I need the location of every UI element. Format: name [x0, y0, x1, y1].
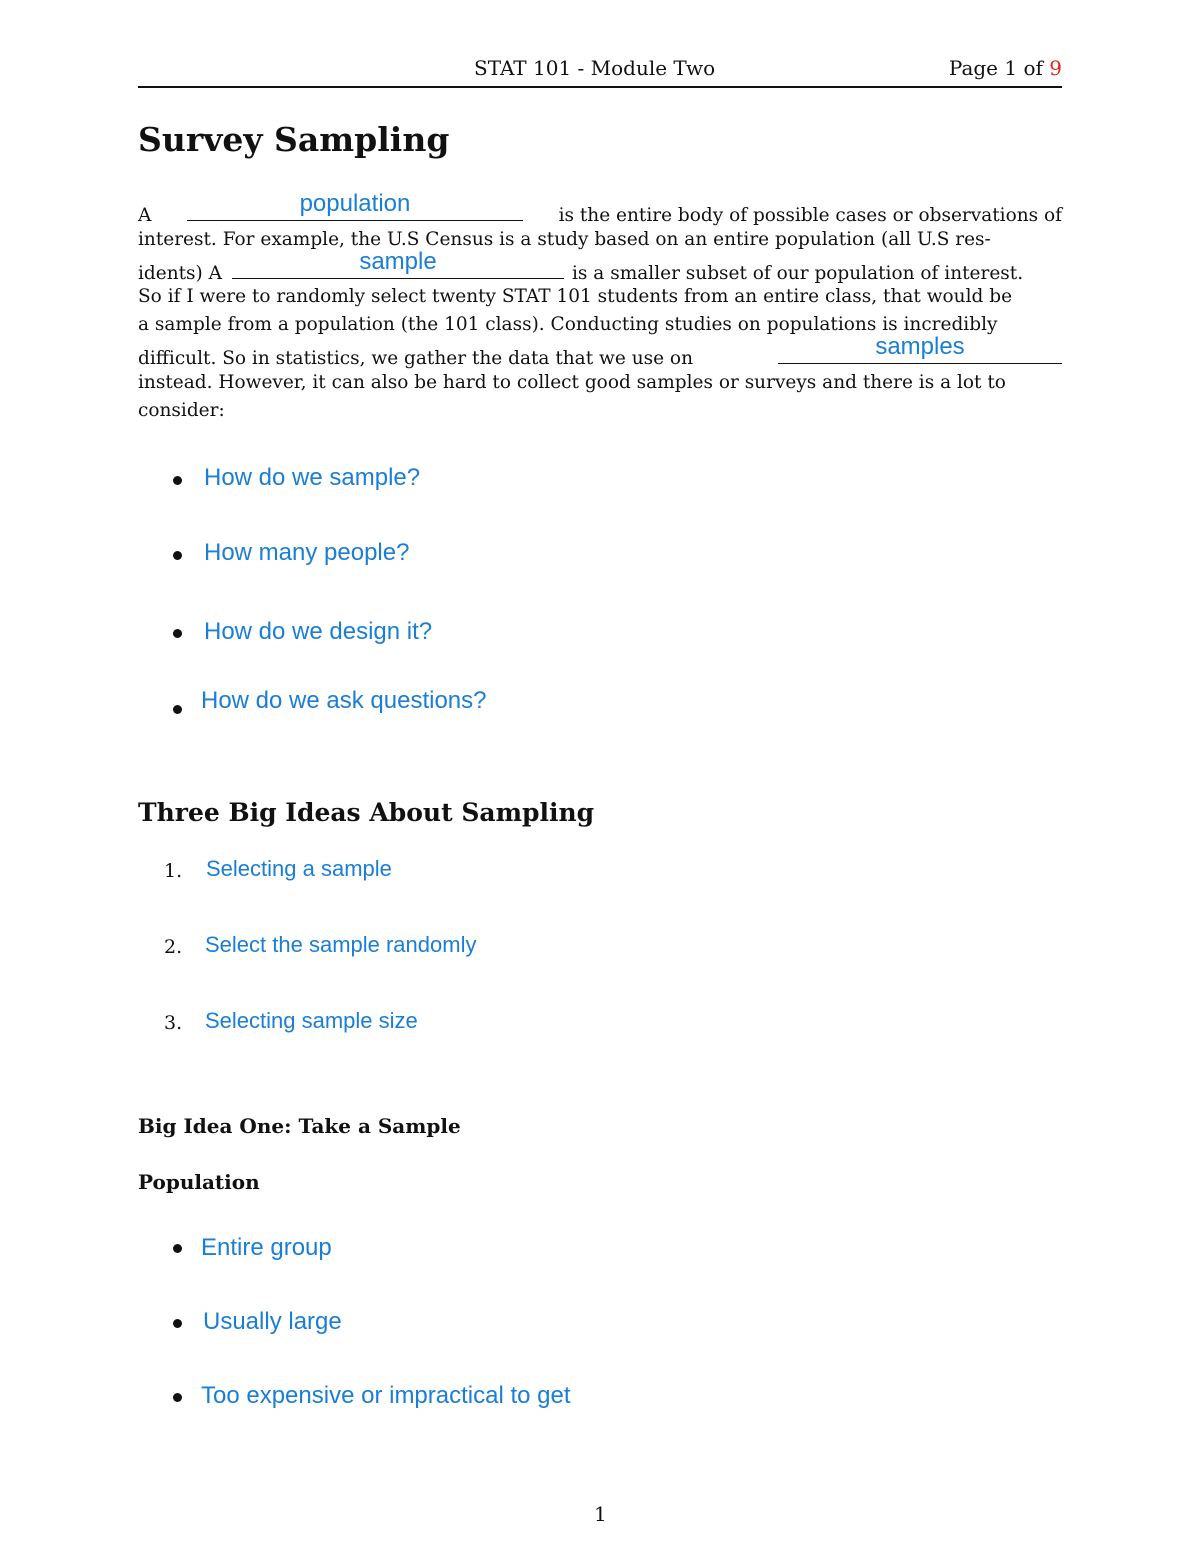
answer-samples: samples: [875, 333, 965, 360]
paragraph-text: instead. However, it can also be hard to collect good samples or surveys and there is a lot to: [138, 372, 1006, 393]
page-title: Survey Sampling: [138, 120, 450, 159]
answer-population: population: [299, 190, 411, 217]
population-note: Entire group: [201, 1234, 332, 1261]
paragraph-line-4: [138, 286, 1062, 307]
header-title: STAT 101 - Module Two: [474, 56, 716, 80]
paragraph-text: So if I were to randomly select twenty STAT 101 students from an entire class, that would be: [138, 286, 1013, 307]
subheading-population: Population: [138, 1170, 260, 1194]
paragraph-text: is the entire body of possible cases or observations of: [558, 205, 1062, 226]
header-page-indicator: [949, 56, 1062, 80]
question-item: How do we ask questions?: [201, 687, 487, 714]
question-item: How many people?: [204, 539, 410, 566]
blank-population: [187, 190, 523, 221]
page-number: 1: [594, 1502, 607, 1526]
paragraph-line-1: [138, 190, 1062, 226]
paragraph-text: interest. For example, the U.S Census is a study based on an entire population (all U.S res-: [138, 229, 991, 250]
header-page-prefix: Page 1 of: [948, 56, 1050, 80]
paragraph-text: is a smaller subset of our population of interest.: [572, 263, 1024, 284]
paragraph-line-7: [138, 372, 1062, 393]
list-number: 3.: [164, 1012, 183, 1034]
paragraph-text: consider:: [138, 400, 225, 421]
bullet-icon: [173, 551, 182, 560]
section-title-big-ideas: Three Big Ideas About Sampling: [138, 798, 595, 827]
paragraph-line-5: [138, 314, 1062, 335]
population-note: Too expensive or impractical to get: [201, 1382, 571, 1409]
question-item: How do we design it?: [204, 618, 433, 645]
paragraph-line-8: [138, 400, 1062, 421]
header-page-total-link[interactable]: 9: [1049, 56, 1062, 80]
paragraph-text: A: [138, 205, 152, 226]
paragraph-line-3: [138, 248, 1062, 284]
big-idea-item: Selecting a sample: [206, 856, 392, 881]
question-item: How do we sample?: [204, 464, 421, 491]
bullet-icon: [173, 629, 182, 638]
bullet-icon: [173, 1244, 182, 1253]
list-number: 1.: [164, 860, 183, 882]
population-note: Usually large: [203, 1308, 342, 1335]
answer-sample: sample: [359, 248, 437, 275]
header-rule: [138, 86, 1062, 88]
bullet-icon: [173, 1393, 182, 1402]
list-number: 2.: [164, 936, 183, 958]
paragraph-line-6: [138, 333, 1062, 369]
subheading-big-idea-one: Big Idea One: Take a Sample: [138, 1114, 461, 1138]
bullet-icon: [173, 476, 182, 485]
big-idea-item: Select the sample randomly: [205, 932, 477, 957]
blank-samples: [778, 333, 1062, 364]
blank-sample: [232, 248, 564, 279]
bullet-icon: [173, 705, 182, 714]
paragraph-line-2: [138, 229, 1062, 250]
paragraph-text: a sample from a population (the 101 class). Conducting studies on populations is incredibly: [138, 314, 998, 335]
paragraph-text: difficult. So in statistics, we gather the data that we use on: [138, 348, 693, 369]
bullet-icon: [173, 1319, 182, 1328]
big-idea-item: Selecting sample size: [205, 1008, 418, 1033]
paragraph-text: idents) A: [138, 263, 223, 284]
